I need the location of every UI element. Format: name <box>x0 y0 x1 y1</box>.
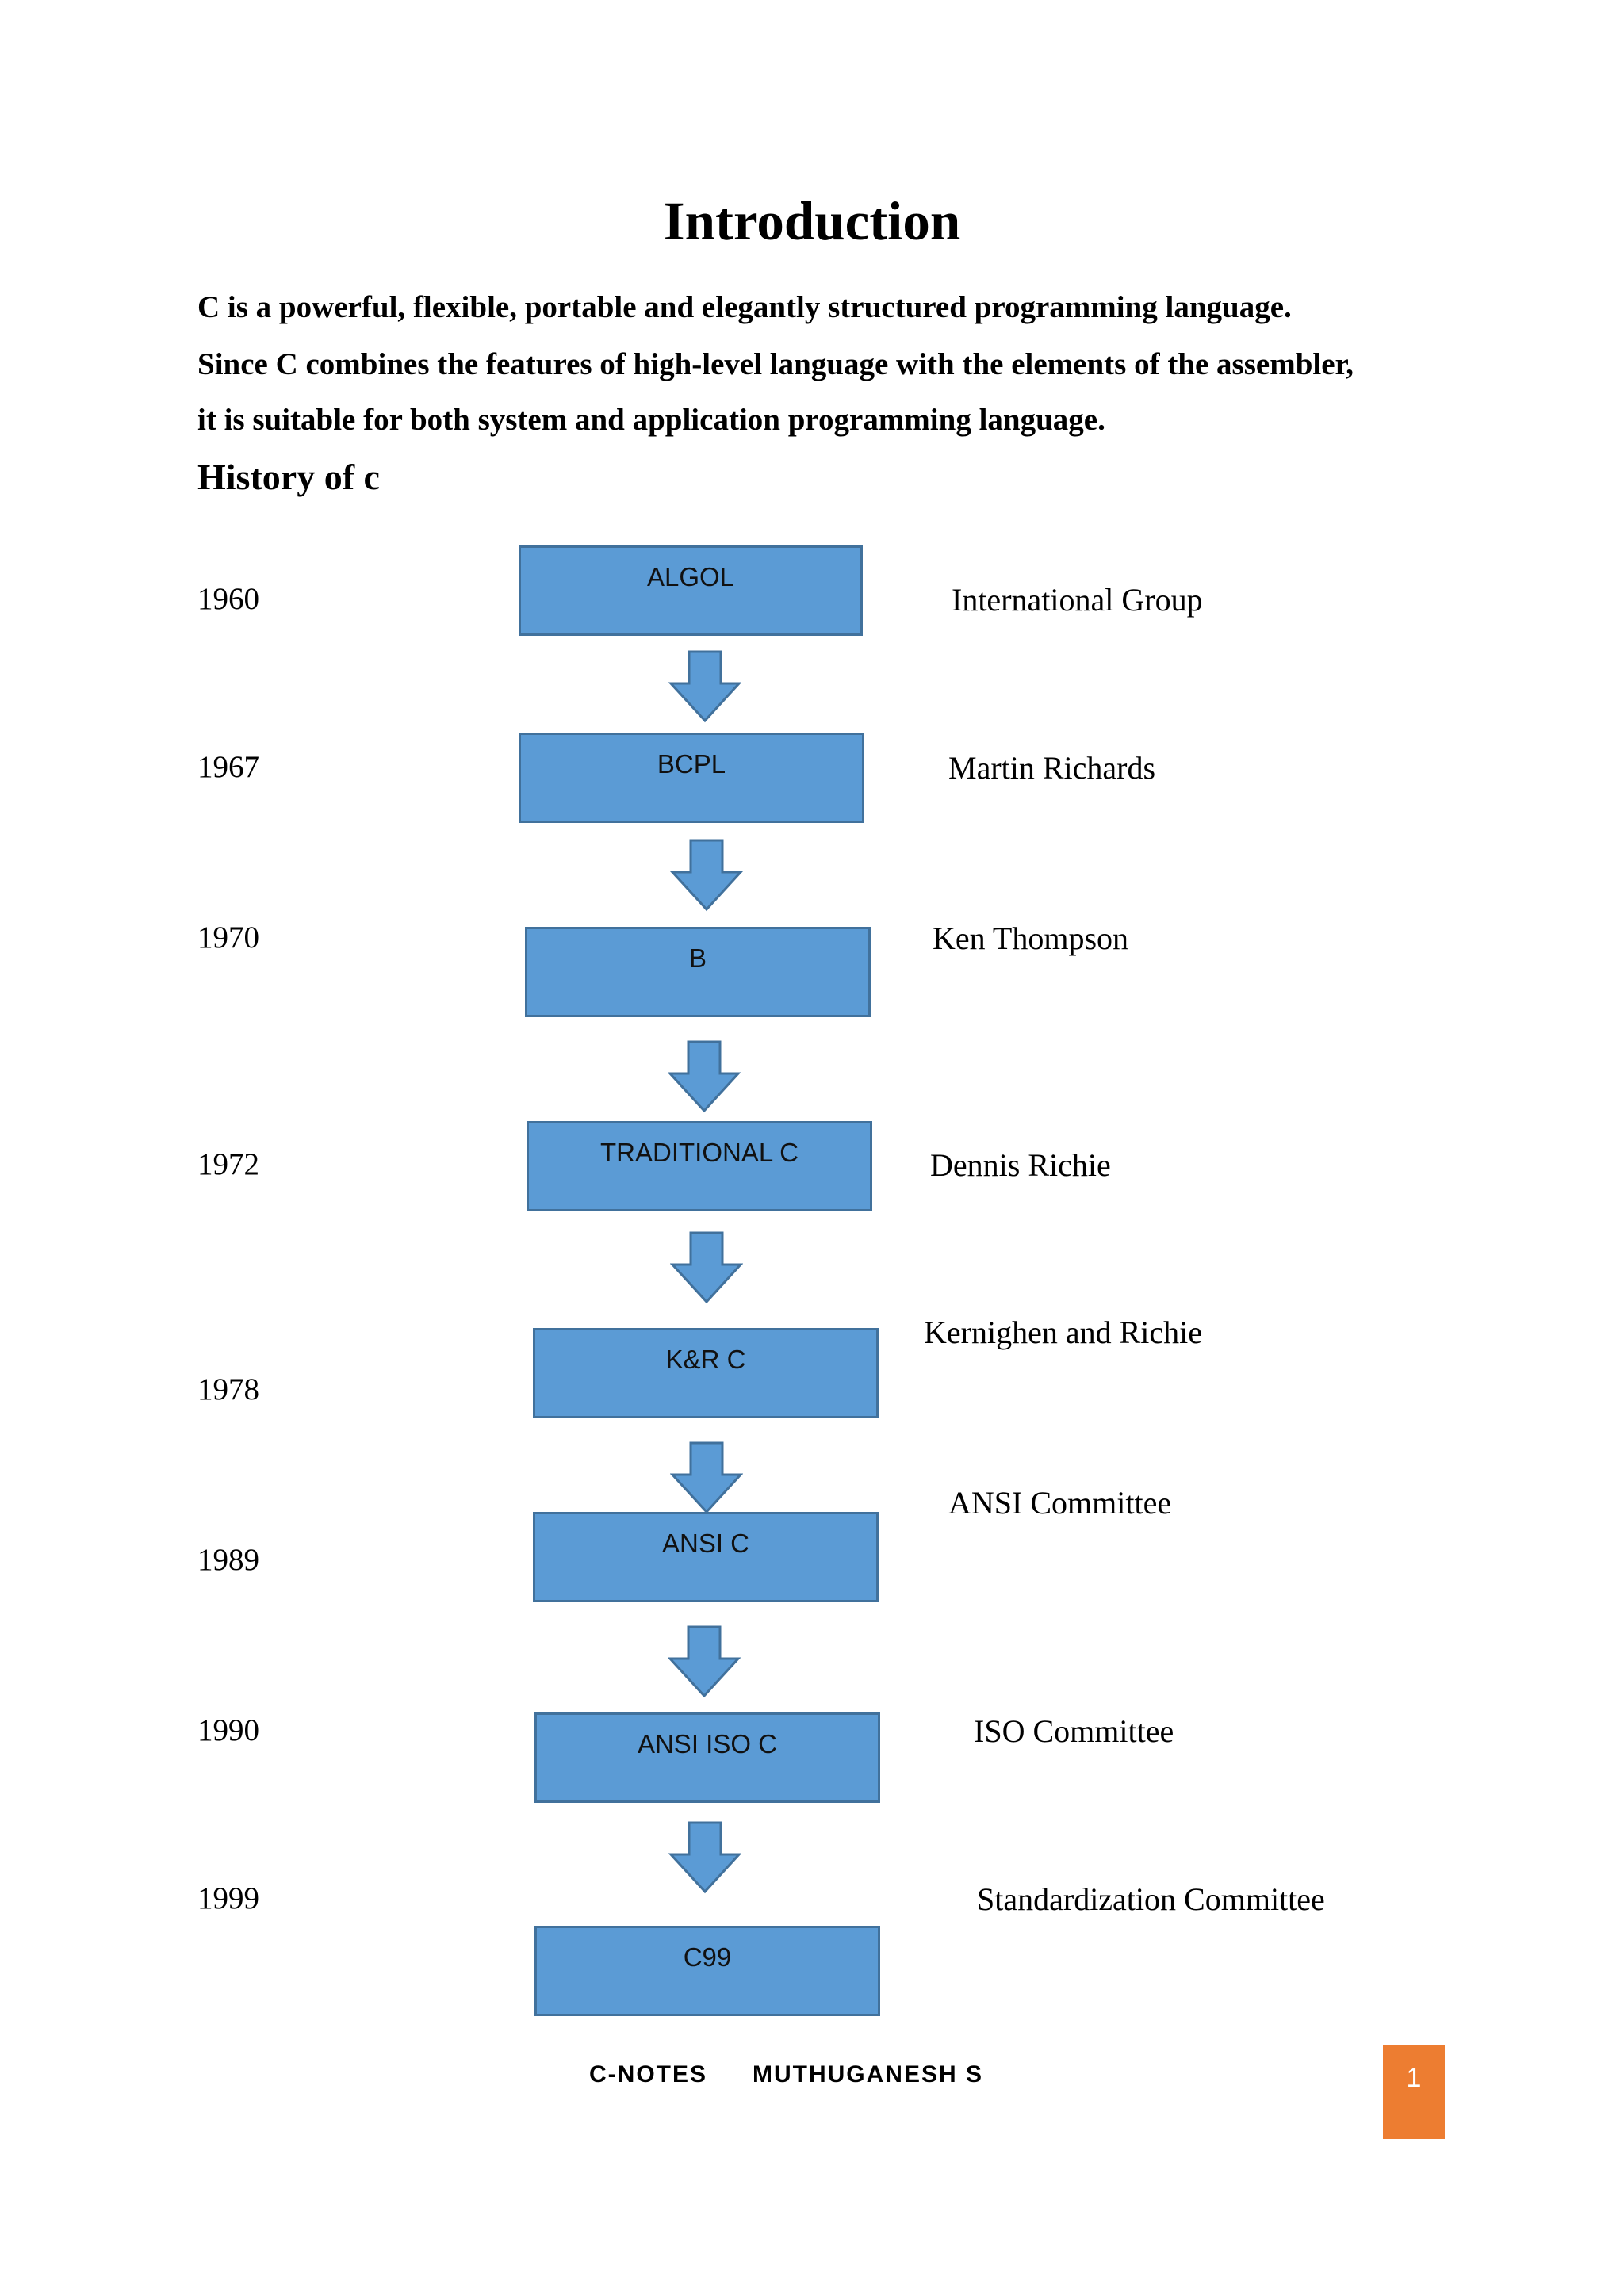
language-label: TRADITIONAL C <box>600 1138 799 1167</box>
author-1967: Martin Richards <box>948 750 1156 786</box>
page-number-badge <box>1383 2045 1445 2139</box>
language-label: K&R C <box>665 1345 746 1374</box>
year-1989: 1989 <box>197 1543 259 1577</box>
language-box-ansi-iso-c <box>534 1712 880 1803</box>
author-1970: Ken Thompson <box>933 920 1129 956</box>
author-1989: ANSI Committee <box>948 1485 1172 1521</box>
down-arrow-icon <box>668 1821 741 1894</box>
down-arrow-icon <box>670 1231 743 1304</box>
footer-author: MUTHUGANESH S <box>753 2061 984 2087</box>
year-1960: 1960 <box>197 582 259 616</box>
author-1972: Dennis Richie <box>930 1147 1111 1183</box>
language-label: ANSI ISO C <box>637 1729 778 1758</box>
down-arrow-icon <box>670 839 743 912</box>
language-box-c99 <box>534 1926 880 2016</box>
intro-line-3: it is suitable for both system and application programming language. <box>197 403 1105 437</box>
language-box-algol <box>519 545 863 636</box>
year-1970: 1970 <box>197 920 259 955</box>
language-box-bcpl <box>519 733 864 823</box>
year-1990: 1990 <box>197 1713 259 1747</box>
year-1967: 1967 <box>197 750 259 784</box>
down-arrow-icon <box>668 1625 741 1698</box>
intro-line-1: C is a powerful, flexible, portable and elegantly structured programming language. <box>197 290 1292 324</box>
intro-line-2: Since C combines the features of high-level language with the elements of the assembler, <box>197 347 1354 381</box>
author-1999: Standardization Committee <box>977 1881 1325 1917</box>
footer-title: C-NOTES <box>589 2061 707 2087</box>
down-arrow-icon <box>670 1441 743 1514</box>
language-label: B <box>688 943 707 973</box>
language-box-traditional-c <box>527 1121 872 1211</box>
author-1960: International Group <box>952 582 1203 618</box>
author-1990: ISO Committee <box>974 1713 1174 1749</box>
down-arrow-icon <box>668 1040 741 1113</box>
language-label: ALGOL <box>646 562 735 591</box>
language-box-ansi-c <box>533 1512 879 1602</box>
language-label: BCPL <box>657 749 726 779</box>
language-label: ANSI C <box>661 1529 750 1558</box>
language-label: C99 <box>683 1942 732 1972</box>
year-1972: 1972 <box>197 1147 259 1181</box>
history-heading: History of c <box>197 457 380 497</box>
down-arrow-icon <box>668 650 741 723</box>
language-box-kr-c <box>533 1328 879 1418</box>
page-title: Introduction <box>663 191 961 251</box>
year-1978: 1978 <box>197 1372 259 1406</box>
author-1978: Kernighen and Richie <box>924 1314 1202 1350</box>
page-number: 1 <box>1406 2063 1422 2093</box>
year-1999: 1999 <box>197 1881 259 1915</box>
language-box-b <box>525 927 871 1017</box>
